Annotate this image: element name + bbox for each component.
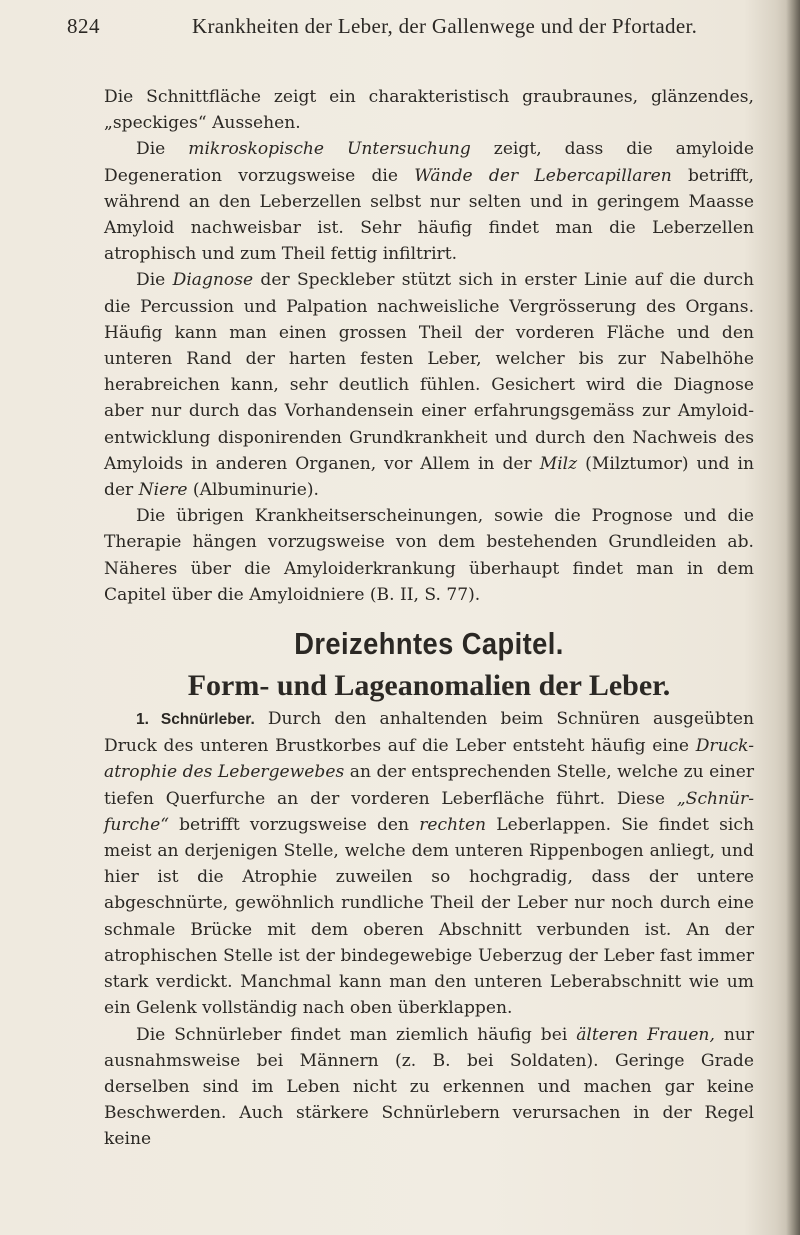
chapter-number: Dreizehntes Capitel.	[294, 626, 564, 662]
paragraph-microscopy	[104, 136, 754, 267]
text-run: betrifft vorzugsweise den	[168, 814, 420, 835]
text-run: (Albuminurie).	[187, 480, 319, 501]
emphasis-spleen: Milz	[539, 453, 578, 474]
page-edge-shadow	[786, 0, 800, 1235]
chapter-heading	[104, 624, 754, 706]
emphasis-older-women: älteren Frauen,	[576, 1024, 715, 1045]
chapter-title: Form- und Lageanomalien der Leber.	[187, 669, 671, 703]
emphasis-microscopic-examination: mikroskopische Untersuchung	[188, 139, 471, 160]
text-run: nur ausnahmsweise bei Männern (z. B. bei Soldaten). Geringe Grade derselben sind im Leben nicht zu erkennen und machen gar keine Beschwerden. Auch stärkere Schnürlebern verursachen in der Regel keine	[104, 1024, 755, 1150]
emphasis-capillary-walls: Wände der Lebercapillaren	[414, 165, 672, 186]
text-run: Durch den anhaltenden beim Schnüren ausgeübten Druck des unteren Brustkorbes auf die Leber entsteht häufig eine	[104, 709, 754, 757]
emphasis-kidney: Niere	[138, 480, 188, 501]
text-run: Leberlappen. Sie findet sich meist an derjenigen Stelle, welche dem unteren Rippenbogen anliegt, und hier ist die Atrophie zuweilen so hochgradig, dass der untere abgeschnürte, gewöhnlich rundliche Theil der Leber nur noch durch eine schmale Brücke mit dem oberen Abschnitt verbunden ist. An der atrophischen Stelle ist der bindegewebige Ueberzug der Leber fast immer stark verdickt. Manchmal kann man den unteren Leberabschnitt wie um ein Gelenk vollständig nach oben überklappen.	[104, 814, 754, 1019]
emphasis-diagnosis: Diagnose	[172, 270, 254, 291]
page-number: 824	[67, 14, 100, 38]
running-head: Krankheiten der Leber, der Gallenwege und der Pfortader.	[192, 14, 698, 38]
text-run: an der entsprechenden Stelle, welche zu einer tiefen Querfurche an der vorderen Leberfläche führt. Diese	[104, 762, 754, 809]
text-run: der Speckleber stützt sich in erster Linie auf die durch die Percussion und Palpation nachweisliche Vergrösserung des Organs. Häufig kann man einen grossen Theil der vorderen Fläche und den unteren Rand der harten festen Leber, welcher bis zur Nabelhöhe herabreichen kann, sehr deutlich fühlen. Gesichert wird die Diagnose aber nur durch das Vorhandensein einer erfahrungsgemäss zur Amyloid-entwicklung disponirenden Grundkrankheit und durch den Nachweis des Amyloids in anderen Organen, vor Allem in der	[104, 270, 755, 474]
paragraph-occurrence	[104, 1022, 754, 1153]
page-header	[67, 14, 736, 44]
emphasis-pressure-atrophy: Druck-atrophie des Lebergewebes	[104, 736, 754, 783]
emphasis-lacing-furrow: „Schnür-furche“	[104, 788, 754, 835]
section-heading: 1. Schnürleber.	[136, 711, 255, 729]
text-run: Die	[136, 139, 189, 160]
paragraph-diagnosis	[104, 267, 754, 503]
section-constricted-liver	[104, 706, 754, 1021]
body-text	[104, 84, 754, 1153]
emphasis-right: rechten	[419, 814, 487, 835]
paragraph-cut-surface: Die Schnittfläche zeigt ein charakteristisch graubraunes, glänzendes, „speckiges“ Aussehen.	[104, 87, 754, 134]
text-run: betrifft, während an den Leberzellen selbst nur selten und in geringem Maasse Amyloid nachweisbar ist. Sehr häufig findet man die Leberzellen atrophisch und zum Theil fettig infiltrirt.	[104, 165, 754, 265]
paragraph-prognosis: Die übrigen Krankheitserscheinungen, sowie die Prognose und die Therapie hängen vorzugsweise von dem bestehenden Grundleiden ab. Näheres über die Amyloiderkrankung überhaupt findet man in dem Capitel über die Amyloidniere (B. II, S. 77).	[104, 506, 754, 605]
text-run: Die	[136, 270, 173, 291]
text-run: (Milztumor) und in der	[104, 453, 754, 501]
text-run: Die Schnürleber findet man ziemlich häufig bei	[136, 1024, 577, 1045]
text-run: zeigt, dass die amyloide Degeneration vorzugsweise die	[104, 139, 754, 186]
